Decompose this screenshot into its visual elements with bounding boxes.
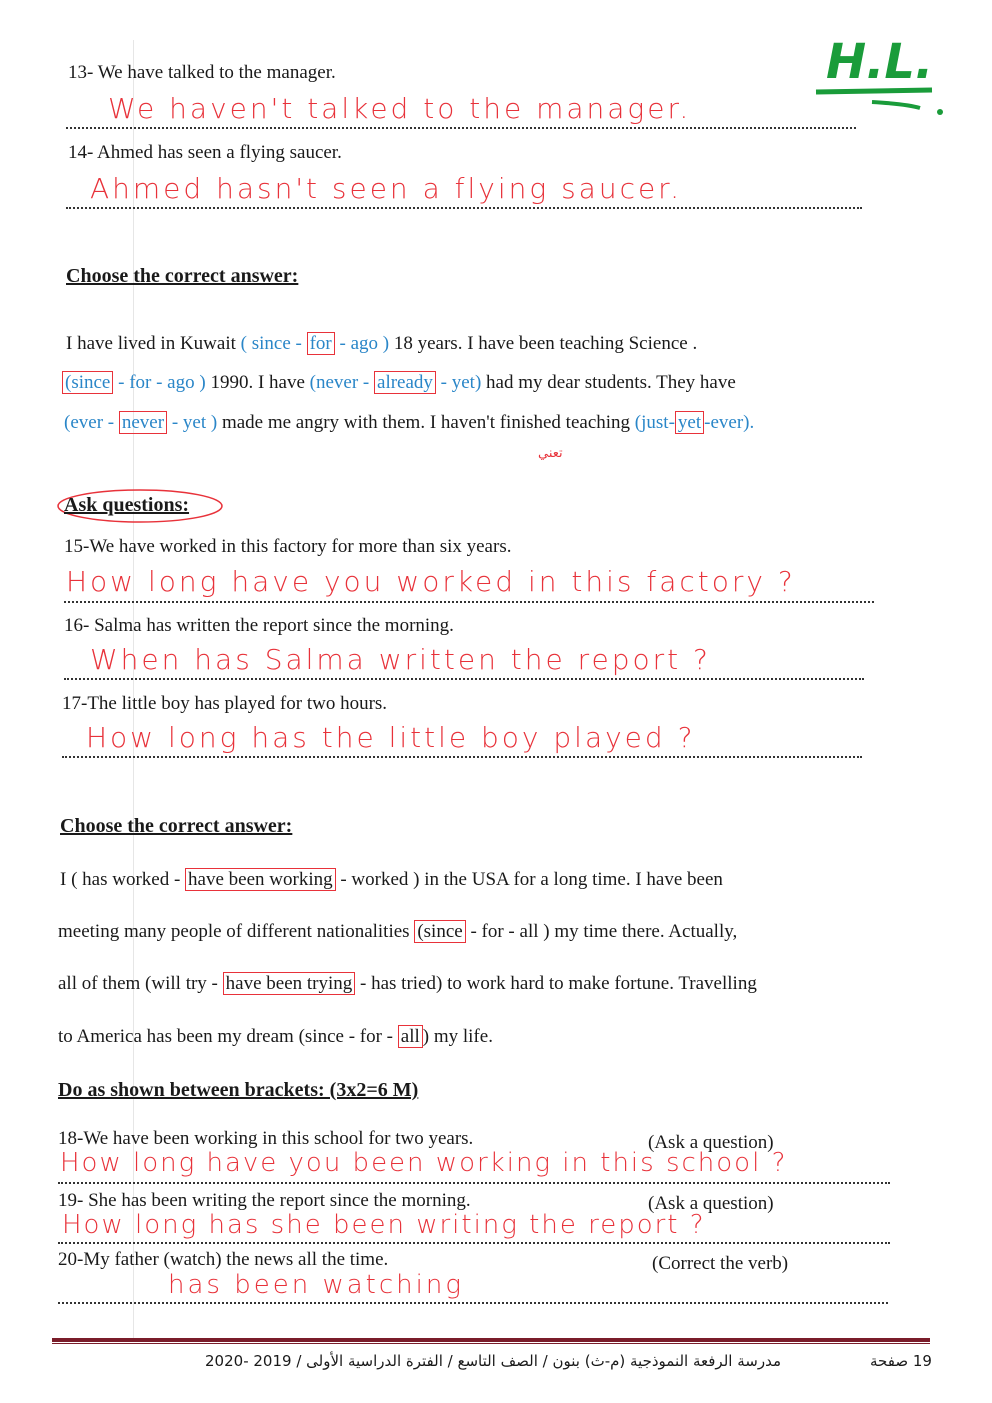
footer-rule-thin <box>52 1343 930 1344</box>
question-13: 13- We have talked to the manager. <box>68 62 336 83</box>
selected-answer: (since <box>414 920 465 943</box>
stamp-hl: H.L. <box>826 34 934 90</box>
section-heading-do-as-shown: Do as shown between brackets: (3x2=6 M) <box>58 1079 419 1101</box>
instruction-18: (Ask a question) <box>648 1132 774 1153</box>
selected-answer: for <box>307 332 335 355</box>
answer-18: How long have you been working in this school ? <box>60 1148 788 1178</box>
selected-answer: have been working <box>185 868 336 891</box>
answer-14: Ahmed hasn't seen a flying saucer. <box>90 172 683 205</box>
answer-line-20 <box>58 1302 888 1304</box>
answer-13: We haven't talked to the manager. <box>108 92 692 125</box>
question-19: 19- She has been writing the report since the morning. <box>58 1190 471 1211</box>
paragraph-line-1: I have lived in Kuwait ( since - for - ago ) 18 years. I have been teaching Science . <box>66 333 698 354</box>
page-number: 19 صفحة <box>870 1352 932 1370</box>
paragraph-line-3: (ever - never - yet ) made me angry with them. I haven't finished teaching (just- yet -ever). <box>64 412 755 433</box>
question-16: 16- Salma has written the report since the morning. <box>64 615 454 636</box>
paragraph-line-2: (since - for - ago ) 1990. I have (never - already - yet) had my dear students. They have <box>62 372 736 394</box>
selected-answer: have been trying <box>223 972 356 995</box>
answer-line-15 <box>64 601 874 603</box>
question-18: 18-We have been working in this school for two years. <box>58 1128 474 1149</box>
section-heading-ask: Ask questions: <box>64 494 190 516</box>
answer-19: How long has she been writing the report ? <box>62 1210 706 1240</box>
answer-line-19 <box>58 1242 890 1244</box>
footer-school-info: مدرسة الرفعة النموذجية (م-ث) بنون / الصف التاسع / الفترة الدراسية الأولى / 2019 -2020 <box>205 1352 781 1370</box>
answer-line-16 <box>64 678 864 680</box>
section-heading-choose-1: Choose the correct answer: <box>66 265 299 287</box>
answer-20: has been watching <box>168 1270 464 1300</box>
answer-line-18 <box>58 1182 890 1184</box>
selected-answer: already <box>374 371 436 394</box>
selected-answer: yet <box>675 411 704 434</box>
answer-15: How long have you worked in this factory ? <box>66 565 796 598</box>
section-heading-choose-2: Choose the correct answer: <box>60 815 293 837</box>
arabic-note: تعني <box>538 446 563 461</box>
answer-17: How long has the little boy played ? <box>86 721 696 754</box>
answer-16: When has Salma written the report ? <box>90 643 711 676</box>
paragraph2-line-4: to America has been my dream (since - for - all ) my life. <box>58 1026 493 1047</box>
selected-answer: (since <box>62 371 113 394</box>
selected-answer: never <box>119 411 167 434</box>
instruction-19: (Ask a question) <box>648 1193 774 1214</box>
question-14: 14- Ahmed has seen a flying saucer. <box>68 142 342 163</box>
paragraph2-line-1: I ( has worked - have been working - worked ) in the USA for a long time. I have been <box>60 869 723 890</box>
answer-line-17 <box>62 756 862 758</box>
answer-line-14 <box>66 207 862 209</box>
paragraph2-line-3: all of them (will try - have been trying - has tried) to work hard to make fortune. Travelling <box>58 973 757 994</box>
instruction-20: (Correct the verb) <box>652 1253 789 1274</box>
footer-rule <box>52 1338 930 1342</box>
question-15: 15-We have worked in this factory for more than six years. <box>64 536 512 557</box>
stamp-underline <box>812 80 952 120</box>
question-17: 17-The little boy has played for two hours. <box>62 693 388 714</box>
selected-answer: all <box>398 1025 423 1048</box>
paragraph2-line-2: meeting many people of different nationalities (since - for - all ) my time there. Actually, <box>58 921 738 942</box>
answer-line-13 <box>66 127 856 129</box>
question-20: 20-My father (watch) the news all the time. <box>58 1249 389 1270</box>
